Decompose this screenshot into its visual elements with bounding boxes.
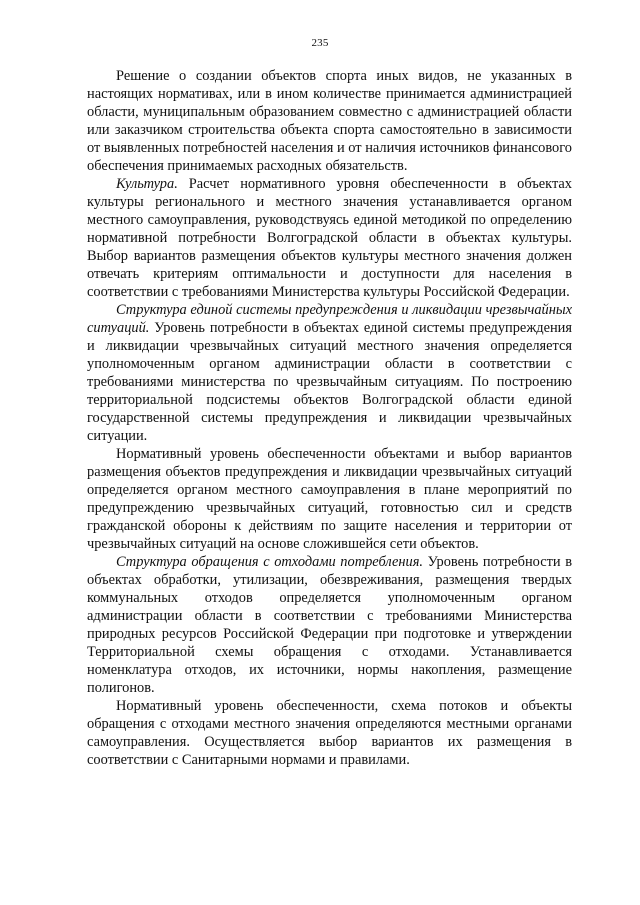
paragraph-lead: Культура.	[116, 176, 178, 192]
paragraph-culture	[87, 175, 572, 301]
document-body	[87, 67, 572, 769]
paragraph-lead: Структура единой системы предупреждения и ликвидации чрезвычайных ситуаций.	[87, 302, 572, 336]
paragraph-text: Решение о создании объектов спорта иных видов, не указанных в настоящих нормативах, или в ином количестве принимается администрацией области, муниципальным образованием совместно с администрацией области или заказчиком строительства объекта спорта самостоятельно в зависимости от выявленных потребностей населения и от наличия источников финансового обеспечения принимаемых расходных обязательств.	[87, 68, 572, 174]
paragraph-text: Нормативный уровень обеспеченности, схема потоков и объекты обращения с отходами местного значения определяются местными органами самоуправления. Осуществляется выбор вариантов их размещения в соответствии с Санитарными нормами и правилами.	[87, 698, 572, 768]
paragraph-emergency-norms	[87, 445, 572, 553]
paragraph-text: Нормативный уровень обеспеченности объектами и выбор вариантов размещения объектов предупреждения и ликвидации чрезвычайных ситуаций определяется органом местного самоуправления в плане мероприятий по предупреждению чрезвычайных ситуаций, готовностью сил и средств гражданской обороны к действиям по защите населения и территории от чрезвычайных ситуаций на основе сложившейся сети объектов.	[87, 446, 572, 552]
paragraph-waste-structure	[87, 553, 572, 697]
paragraph-waste-norms	[87, 697, 572, 769]
paragraph-emergency-structure	[87, 301, 572, 445]
paragraph-text: Расчет нормативного уровня обеспеченности в объектах культуры регионального и местного значения устанавливается органом местного самоуправления, руководствуясь единой методикой по определению нормативной потребности Волгоградской области в объектах культуры. Выбор вариантов размещения объектов культуры местного значения должен отвечать критериям оптимальности и доступности для населения в соответствии с требованиями Министерства культуры Российской Федерации.	[87, 176, 572, 300]
paragraph-sport-decision	[87, 67, 572, 175]
paragraph-text: Уровень потребности в объектах обработки, утилизации, обезвреживания, размещения твердых коммунальных отходов определяется уполномоченным органом администрации области в соответствии с требованиями Министерства природных ресурсов Российской Федерации при подготовке и утверждении Территориальной схемы обращения с отходами. Устанавливается номенклатура отходов, их источники, нормы накопления, размещение полигонов.	[87, 554, 572, 696]
paragraph-lead: Структура обращения с отходами потребления.	[116, 554, 423, 570]
paragraph-text: Уровень потребности в объектах единой системы предупреждения и ликвидации чрезвычайных ситуаций местного значения определяется уполномоченным органом администрации области в соответствии с требованиями министерства по чрезвычайным ситуациям. По построению территориальной подсистемы объектов Волгоградской области единой государственной системы предупреждения и ликвидации чрезвычайных ситуации.	[87, 320, 572, 444]
page-number: 235	[311, 37, 329, 49]
